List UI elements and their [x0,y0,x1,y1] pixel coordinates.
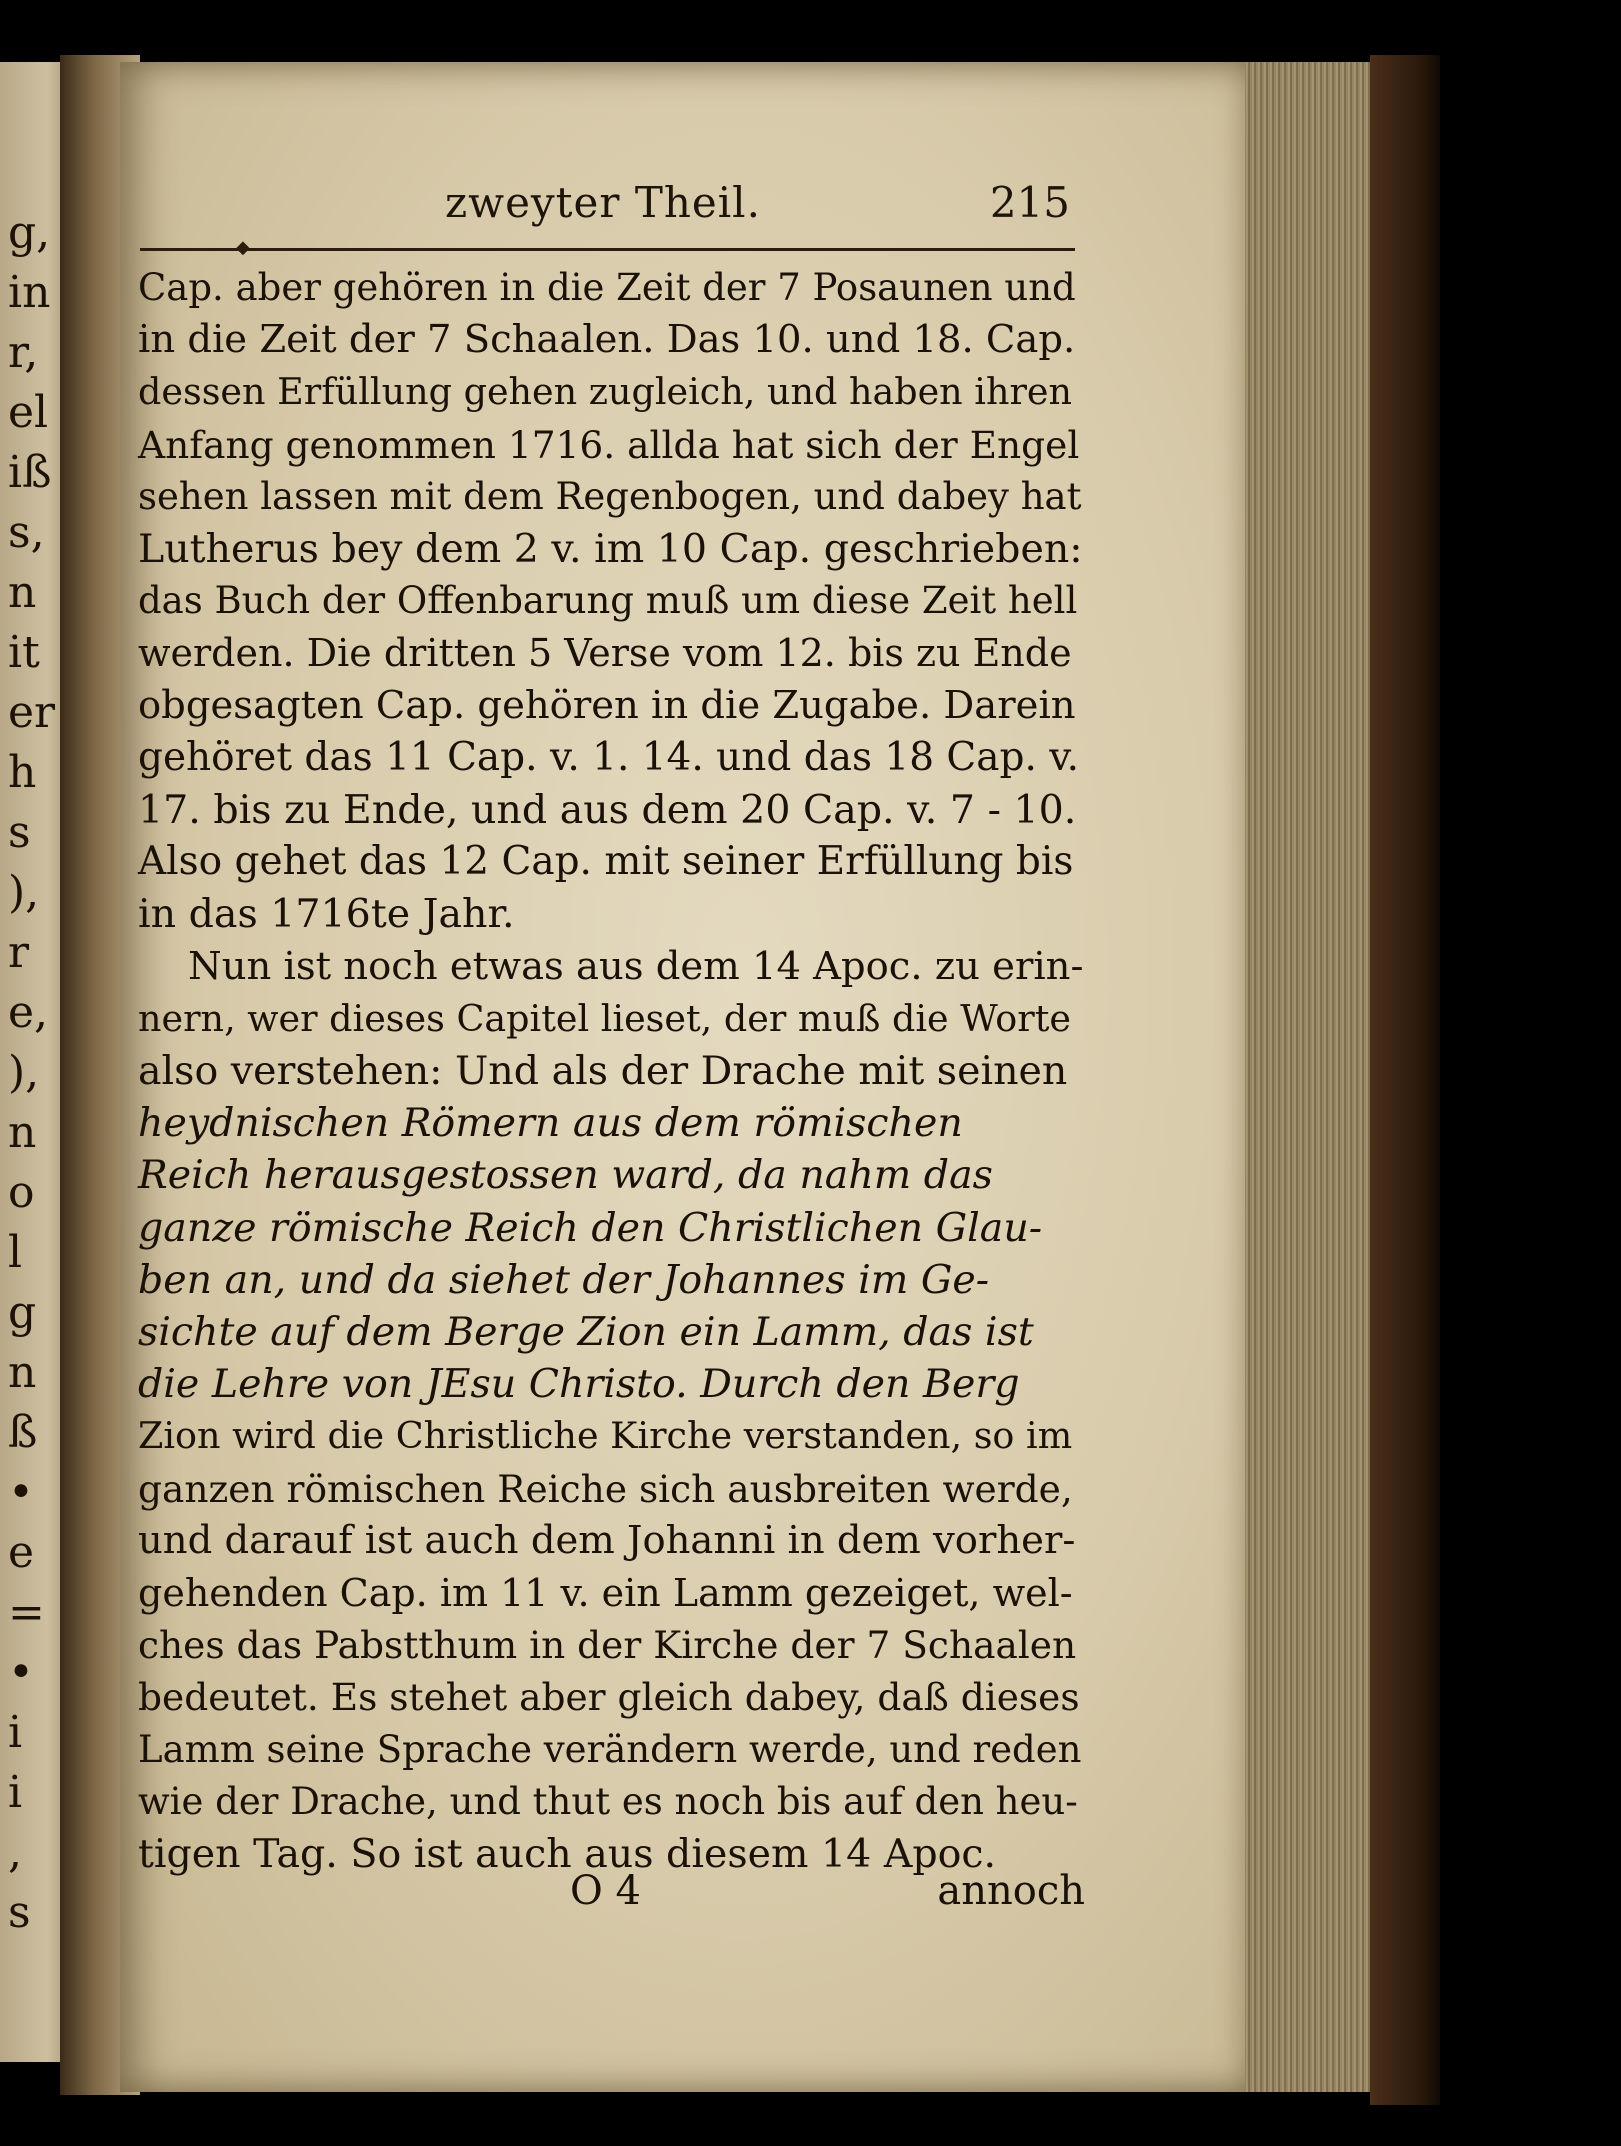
left-page-fragment: i [8,1767,23,1818]
rule-ornament-icon: ◆ [236,237,250,258]
text-line: Lamm seine Sprache verändern werde, und reden [138,1727,1082,1771]
left-page-fragment: r [8,927,30,978]
left-page-fragment: i [8,1707,23,1758]
text-line: Lutherus bey dem 2 v. im 10 Cap. geschrieben: [138,526,1083,572]
text-line: gehöret das 11 Cap. v. 1. 14. und das 18 Cap. v. [138,734,1080,780]
left-page-fragment: er [8,687,56,738]
catchword: annoch [937,1868,1085,1914]
text-line: ben an, und da siehet der Johannes im Ge- [138,1256,990,1303]
left-page-fragment: g, [8,207,51,258]
page-footer [140,1868,1085,1928]
left-page-fragment: • [8,1647,34,1698]
left-page-fragment: o [8,1167,35,1218]
left-page-fragment: n [8,1347,37,1398]
text-line: sehen lassen mit dem Regenbogen, und dabey hat [138,474,1082,518]
text-line: in die Zeit der 7 Schaalen. Das 10. und 18. Cap. [138,317,1076,363]
text-line: bedeutet. Es stehet aber gleich dabey, daß dieses [138,1675,1080,1720]
left-page-fragment: ), [8,867,40,918]
text-line: die Lehre von JEsu Christo. Durch den Berg [138,1361,1020,1408]
page-header [430,178,1070,238]
left-page-fragment: n [8,567,37,618]
left-page-fragment: e [8,1527,35,1578]
text-line: wie der Drache, und thut es noch bis auf den heu- [138,1779,1078,1823]
text-line: ganze römische Reich den Christlichen Glau- [138,1204,1043,1251]
left-page-fragment: • [8,1467,34,1518]
text-line: obgesagten Cap. gehören in die Zugabe. Darein [138,682,1076,728]
text-line: und darauf ist auch dem Johanni in dem vorher- [138,1517,1076,1563]
left-page-fragment: s, [8,507,45,558]
left-page-fragment: e, [8,987,49,1038]
text-line: Zion wird die Christliche Kirche verstanden, so im [138,1414,1073,1458]
text-line: nern, wer dieses Capitel lieset, der muß die Worte [138,996,1071,1040]
left-page-fragment: g [8,1287,37,1338]
text-line: ganzen römischen Reiche sich ausbreiten werde, [138,1466,1073,1511]
text-line: werden. Die dritten 5 Verse vom 12. bis zu Ende [138,631,1072,676]
signature-mark: O 4 [570,1868,641,1914]
text-line: Anfang genommen 1716. allda hat sich der Engel [138,422,1080,467]
left-page-fragment: ), [8,1047,40,1098]
text-line: Reich herausgestossen ward, da nahm das [138,1152,993,1199]
text-line: 17. bis zu Ende, und aus dem 20 Cap. v. 7 - 10. [138,787,1077,833]
left-page-fragment: s [8,1887,31,1938]
text-line: in das 1716te Jahr. [138,891,515,938]
left-page-fragment: = [8,1587,45,1638]
left-page-fragment: el [8,387,49,438]
text-line: heydnischen Römern aus dem römischen [138,1100,963,1147]
header-rule [140,248,1075,251]
left-page-fragment: , [8,1827,22,1878]
book-cover [1370,55,1440,2105]
left-page-fragment: n [8,1107,37,1158]
text-line: das Buch der Offenbarung muß um diese Zeit hell [138,579,1078,623]
page-number: 215 [989,178,1070,227]
text-line: Nun ist noch etwas aus dem 14 Apoc. zu erin- [188,943,1084,989]
left-page-fragment: in [8,267,51,318]
text-line: tigen Tag. So ist auch aus diesem 14 Apoc. [138,1831,997,1877]
left-page-fragment: h [8,747,37,798]
text-line: ches das Pabstthum in der Kirche der 7 Schaalen [138,1623,1077,1668]
left-page-fragment: s [8,807,31,858]
left-page-fragment: iß [8,447,52,498]
text-line: Also gehet das 12 Cap. mit seiner Erfüllung bis [138,839,1074,885]
left-page-fragment: ß [8,1407,38,1458]
text-line: sichte auf dem Berge Zion ein Lamm, das ist [138,1309,1034,1355]
text-line: gehenden Cap. im 11 v. ein Lamm gezeiget, wel- [138,1571,1073,1615]
running-head: zweyter Theil. [445,178,761,227]
text-line: also verstehen: Und als der Drache mit seinen [138,1048,1068,1094]
page-edges [1245,62,1375,2092]
left-page-fragment: it [8,627,40,678]
body-text [138,262,1083,1882]
left-page-fragment: r, [8,327,39,378]
left-page-fragment: l [8,1227,23,1278]
text-line: Cap. aber gehören in die Zeit der 7 Posaunen und [138,266,1076,309]
text-line: dessen Erfüllung gehen zugleich, und haben ihren [138,370,1073,414]
